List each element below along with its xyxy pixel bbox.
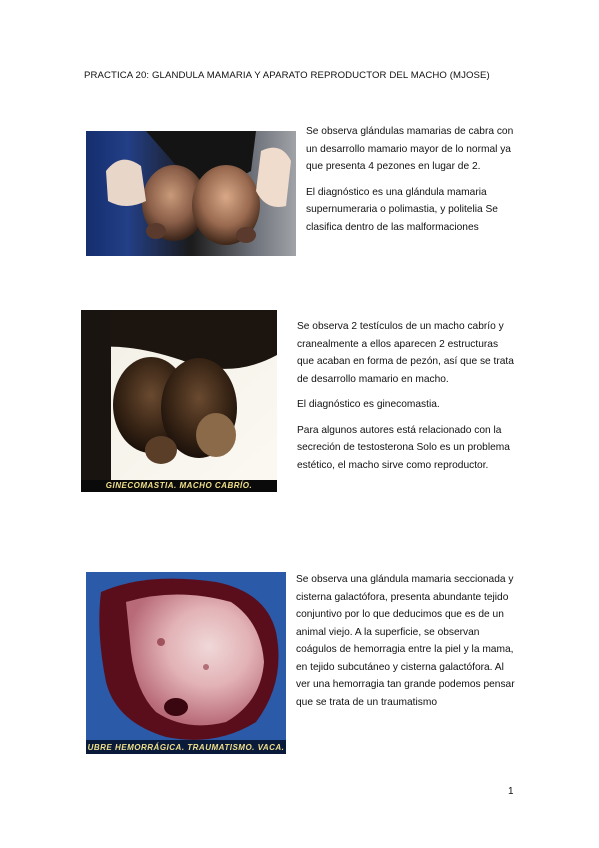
document-title: PRACTICA 20: GLANDULA MAMARIA Y APARATO REPRODUCTOR DEL MACHO (MJOSE) [84,70,490,81]
section-2-text [297,318,517,482]
page-number: 1 [508,786,514,797]
hemorrhagic-udder-photo [86,572,286,754]
section-2-paragraph-3: Para algunos autores está relacionado con la secreción de testosterona Solo es un problema estético, el macho sirve como reproductor. [297,424,510,471]
gynecomastia-goat-photo [81,310,277,492]
section-1-text [306,123,516,244]
section-2-paragraph-2: El diagnóstico es ginecomastia. [297,399,440,410]
goat-udder-photo [86,131,296,256]
goat-udder-illustration [86,131,296,256]
hemorrhagic-udder-caption: UBRE HEMORRÁGICA. TRAUMATISMO. VACA. [87,743,285,752]
gynecomastia-caption: GINECOMASTIA. MACHO CABRÍO. [105,481,253,490]
hemorrhagic-udder-illustration [86,572,286,754]
section-1-paragraph-1: Se observa glándulas mamarias de cabra con un desarrollo mamario mayor de lo normal ya que presenta 4 pezones en lugar de 2. [306,126,514,172]
section-1-paragraph-2: El diagnóstico es una glándula mamaria supernumeraria o polimastia, y politelia Se clasifica dentro de las malformaciones [306,186,498,233]
section-2-paragraph-1: Se observa 2 testículos de un macho cabrío y cranealmente a ellos aparecen 2 estructuras que acaban en forma de pezón, así que se trata de desarrollo mamario en macho. [297,321,514,385]
section-3-text [296,571,518,719]
gynecomastia-illustration [81,310,277,492]
section-3-paragraph-1: Se observa una glándula mamaria seccionada y cisterna galactófora, presenta abundante tejido conjuntivo por lo que deducimos que es de un animal viejo. A la superficie, se observan coágulos de hemorragia entre la piel y la mama, en tejido subcutáneo y cisterna galactófora. Al ver una hemorragia tan grande podemos pensar que se trata de un traumatismo [296,574,515,708]
